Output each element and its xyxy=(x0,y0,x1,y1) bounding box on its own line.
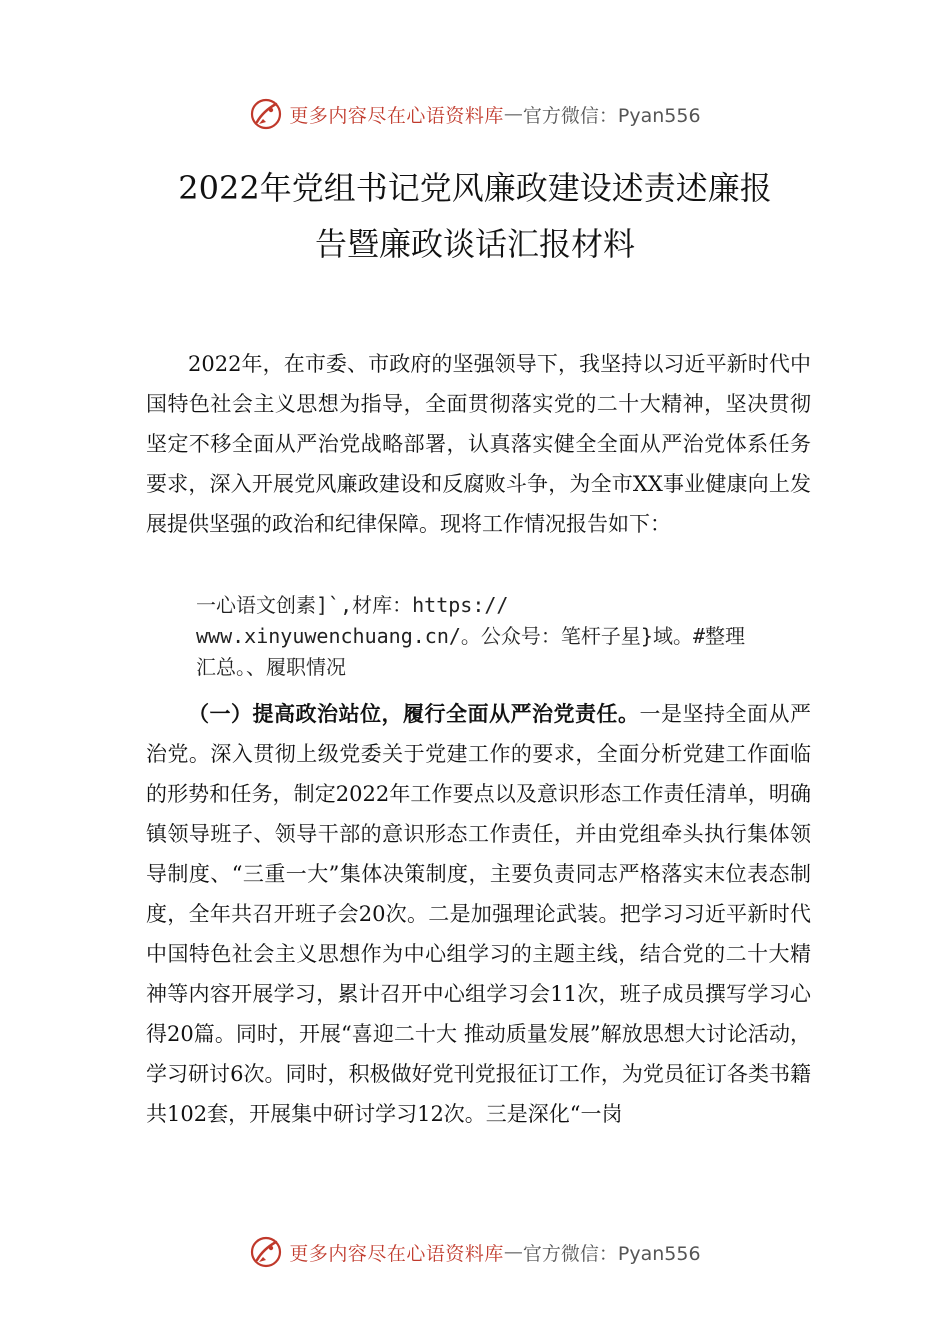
banner-separator: — xyxy=(503,103,523,125)
banner-site-name: 更多内容尽在心语资料库 xyxy=(289,1242,504,1265)
writing-pen-logo-icon xyxy=(249,1235,283,1269)
title-line-1: 2022年党组书记党风廉政建设述责述廉报 xyxy=(178,169,772,207)
intro-paragraph-block xyxy=(146,344,811,544)
section-1-body: 一是坚持全面从严治党。深入贯彻上级党委关于党建工作的要求，全面分析党建工作面临的形势和任务，制定2022年工作要点以及意识形态工作责任清单，明确镇领导班子、领导干部的意识形态工作责任，并由党组牵头执行集体领导制度、“三重一大”集体决策制度，主要负责同志严格落实末位表态制度，全年共召开班子会20次。二是加强理论武装。把学习习近平新时代中国特色社会主义思想作为中心组学习的主题主线，结合党的二十大精神等内容开展学习，累计召开中心组学习会11次，班子成员撰写学习心得20篇。同时，开展“喜迎二十大 推动质量发展”解放思想大讨论活动，学习研讨6次。同时，积极做好党刊党报征订工作，为党员征订各类书籍共102套，开展集中研讨学习12次。三是深化“一岗 xyxy=(146,702,811,1126)
watermark-banner-top xyxy=(0,94,950,134)
banner-wechat-id: 官方微信：Pyan556 xyxy=(522,104,701,127)
watermark-banner-bottom xyxy=(0,1232,950,1272)
banner-wechat-id: 官方微信：Pyan556 xyxy=(522,1242,701,1265)
intro-paragraph: 2022年，在市委、市政府的坚强领导下，我坚持以习近平新时代中国特色社会主义思想为指导，全面贯彻落实党的二十大精神，坚决贯彻坚定不移全面从严治党战略部署，认真落实健全全面从严治党体系任务要求，深入开展党风廉政建设和反腐败斗争，为全市XX事业健康向上发展提供坚强的政治和纪律保障。现将工作情况报告如下： xyxy=(146,352,811,536)
source-mark-line-2: www.xinyuwenchuang.cn/。公众号：笔杆子星}域。#整理 xyxy=(196,624,745,648)
source-mark-line-3: 汇总。、履职情况 xyxy=(196,655,346,679)
source-mark-line-1: 一心语文创素]`,材库：https:// xyxy=(196,593,509,617)
section-1-block xyxy=(146,694,811,1134)
source-mark-block xyxy=(196,590,856,683)
document-title xyxy=(120,160,830,272)
banner-separator: — xyxy=(503,1241,523,1263)
writing-pen-logo-icon xyxy=(249,97,283,131)
section-1-heading: （一）提高政治站位，履行全面从严治党责任。 xyxy=(188,701,640,726)
section-1-paragraph xyxy=(146,694,811,1134)
banner-site-name: 更多内容尽在心语资料库 xyxy=(289,104,504,127)
title-line-2: 告暨廉政谈话汇报材料 xyxy=(314,225,635,263)
